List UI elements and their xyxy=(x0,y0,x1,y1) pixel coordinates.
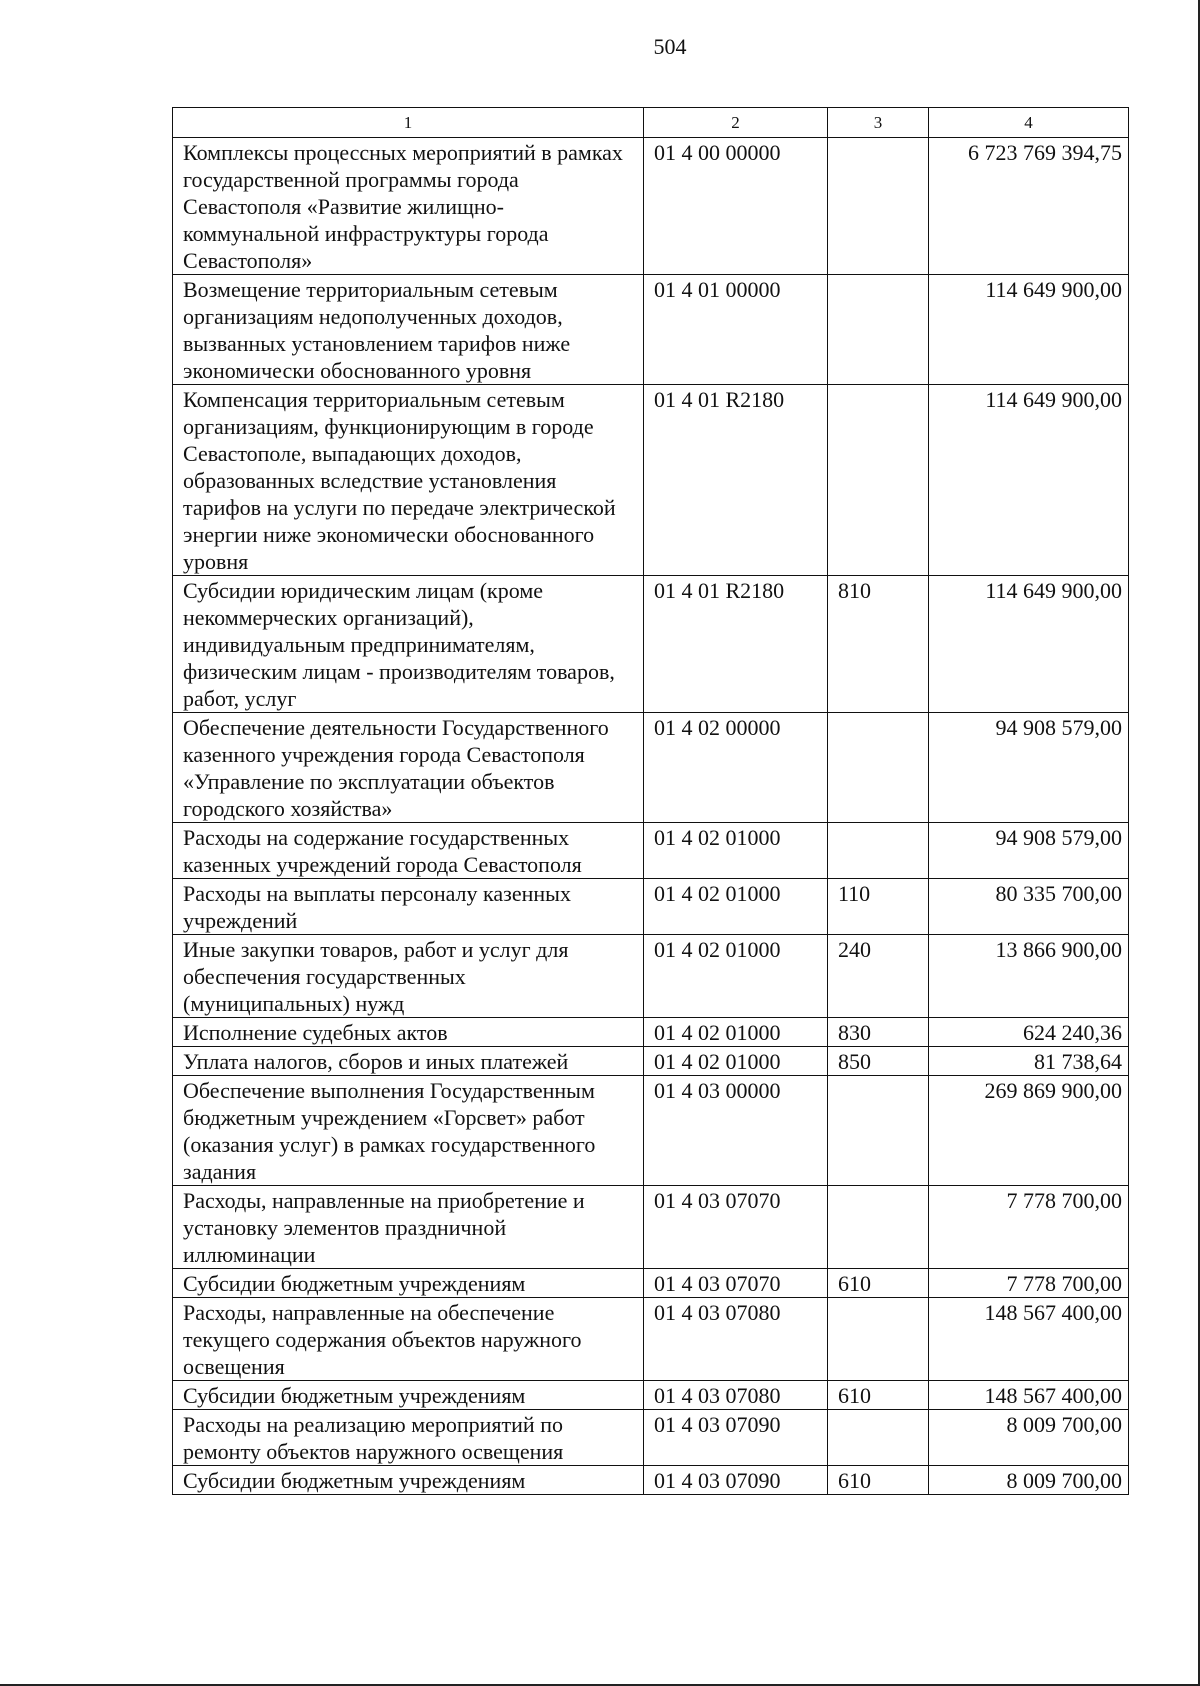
row-code-cell: 01 4 03 07070 xyxy=(644,1269,828,1298)
row-amount-cell: 7 778 700,00 xyxy=(929,1269,1129,1298)
row-code-cell: 01 4 02 00000 xyxy=(644,713,828,823)
row-code-cell: 01 4 03 07090 xyxy=(644,1410,828,1466)
row-code-cell: 01 4 02 01000 xyxy=(644,823,828,879)
row-code-cell: 01 4 03 07080 xyxy=(644,1381,828,1410)
row-expense-type-cell: 610 xyxy=(828,1381,929,1410)
row-amount-cell: 8 009 700,00 xyxy=(929,1410,1129,1466)
row-amount-cell: 114 649 900,00 xyxy=(929,275,1129,385)
row-amount-cell: 114 649 900,00 xyxy=(929,385,1129,576)
row-expense-type-cell xyxy=(828,275,929,385)
row-code-cell: 01 4 02 01000 xyxy=(644,935,828,1018)
row-expense-type-cell xyxy=(828,1186,929,1269)
row-name-cell: Субсидии юридическим лицам (кроме некоммерческих организаций), индивидуальным предпринимателям, физическим лицам - производителям товаров, работ, услуг xyxy=(173,576,644,713)
row-expense-type-cell xyxy=(828,1298,929,1381)
table-row xyxy=(173,879,1129,935)
page-number: 504 xyxy=(653,34,687,59)
row-name-cell: Расходы на содержание государственных казенных учреждений города Севастополя xyxy=(173,823,644,879)
row-name-cell: Иные закупки товаров, работ и услуг для обеспечения государственных (муниципальных) нужд xyxy=(173,935,644,1018)
table-body xyxy=(173,138,1129,1495)
column-header-3: 3 xyxy=(828,108,929,138)
row-expense-type-cell xyxy=(828,713,929,823)
row-name-cell: Субсидии бюджетным учреждениям xyxy=(173,1381,644,1410)
row-code-cell: 01 4 03 00000 xyxy=(644,1076,828,1186)
row-code-cell: 01 4 02 01000 xyxy=(644,1047,828,1076)
row-expense-type-cell: 610 xyxy=(828,1269,929,1298)
row-name-cell: Расходы на выплаты персоналу казенных учреждений xyxy=(173,879,644,935)
row-expense-type-cell xyxy=(828,823,929,879)
table-header-row xyxy=(173,108,1129,138)
row-amount-cell: 94 908 579,00 xyxy=(929,713,1129,823)
row-code-cell: 01 4 03 07070 xyxy=(644,1186,828,1269)
column-header-2: 2 xyxy=(644,108,828,138)
table-row xyxy=(173,138,1129,275)
table-row xyxy=(173,1076,1129,1186)
row-expense-type-cell: 110 xyxy=(828,879,929,935)
row-expense-type-cell xyxy=(828,138,929,275)
row-code-cell: 01 4 03 07090 xyxy=(644,1466,828,1495)
table-row xyxy=(173,823,1129,879)
table-row xyxy=(173,576,1129,713)
row-amount-cell: 80 335 700,00 xyxy=(929,879,1129,935)
row-amount-cell: 624 240,36 xyxy=(929,1018,1129,1047)
row-code-cell: 01 4 01 R2180 xyxy=(644,576,828,713)
row-expense-type-cell: 830 xyxy=(828,1018,929,1047)
table-row xyxy=(173,1269,1129,1298)
budget-table xyxy=(172,107,1129,1495)
row-expense-type-cell xyxy=(828,1076,929,1186)
row-code-cell: 01 4 03 07080 xyxy=(644,1298,828,1381)
row-name-cell: Обеспечение деятельности Государственного казенного учреждения города Севастополя «Управление по эксплуатации объектов городского хозяйства» xyxy=(173,713,644,823)
row-name-cell: Компенсация территориальным сетевым организациям, функционирующим в городе Севастополе, выпадающих доходов, образованных вследствие установления тарифов на услуги по передаче электрической энергии ниже экономически обоснованного уровня xyxy=(173,385,644,576)
row-expense-type-cell: 810 xyxy=(828,576,929,713)
row-name-cell: Субсидии бюджетным учреждениям xyxy=(173,1466,644,1495)
table-row xyxy=(173,1186,1129,1269)
row-expense-type-cell: 610 xyxy=(828,1466,929,1495)
row-name-cell: Комплексы процессных мероприятий в рамках государственной программы города Севастополя «Развитие жилищно-коммунальной инфраструктуры города Севастополя» xyxy=(173,138,644,275)
row-amount-cell: 13 866 900,00 xyxy=(929,935,1129,1018)
table-row xyxy=(173,713,1129,823)
row-name-cell: Расходы, направленные на обеспечение текущего содержания объектов наружного освещения xyxy=(173,1298,644,1381)
column-header-4: 4 xyxy=(929,108,1129,138)
row-name-cell: Субсидии бюджетным учреждениям xyxy=(173,1269,644,1298)
row-expense-type-cell: 850 xyxy=(828,1047,929,1076)
row-amount-cell: 114 649 900,00 xyxy=(929,576,1129,713)
row-amount-cell: 148 567 400,00 xyxy=(929,1381,1129,1410)
row-amount-cell: 94 908 579,00 xyxy=(929,823,1129,879)
row-amount-cell: 8 009 700,00 xyxy=(929,1466,1129,1495)
row-name-cell: Возмещение территориальным сетевым организациям недополученных доходов, вызванных установлением тарифов ниже экономически обоснованного уровня xyxy=(173,275,644,385)
row-code-cell: 01 4 02 01000 xyxy=(644,879,828,935)
row-name-cell: Обеспечение выполнения Государственным бюджетным учреждением «Горсвет» работ (оказания услуг) в рамках государственного задания xyxy=(173,1076,644,1186)
row-amount-cell: 7 778 700,00 xyxy=(929,1186,1129,1269)
row-expense-type-cell xyxy=(828,1410,929,1466)
table-row xyxy=(173,935,1129,1018)
table-row xyxy=(173,385,1129,576)
row-name-cell: Расходы, направленные на приобретение и установку элементов праздничной иллюминации xyxy=(173,1186,644,1269)
row-expense-type-cell xyxy=(828,385,929,576)
row-amount-cell: 269 869 900,00 xyxy=(929,1076,1129,1186)
table-row xyxy=(173,1047,1129,1076)
table-row xyxy=(173,1381,1129,1410)
table-row xyxy=(173,1466,1129,1495)
row-amount-cell: 81 738,64 xyxy=(929,1047,1129,1076)
row-code-cell: 01 4 00 00000 xyxy=(644,138,828,275)
row-code-cell: 01 4 01 00000 xyxy=(644,275,828,385)
row-name-cell: Уплата налогов, сборов и иных платежей xyxy=(173,1047,644,1076)
table-row xyxy=(173,1298,1129,1381)
row-name-cell: Исполнение судебных актов xyxy=(173,1018,644,1047)
row-expense-type-cell: 240 xyxy=(828,935,929,1018)
row-amount-cell: 6 723 769 394,75 xyxy=(929,138,1129,275)
column-header-1: 1 xyxy=(173,108,644,138)
table-row xyxy=(173,1018,1129,1047)
row-name-cell: Расходы на реализацию мероприятий по ремонту объектов наружного освещения xyxy=(173,1410,644,1466)
table-row xyxy=(173,275,1129,385)
row-code-cell: 01 4 01 R2180 xyxy=(644,385,828,576)
table-row xyxy=(173,1410,1129,1466)
row-code-cell: 01 4 02 01000 xyxy=(644,1018,828,1047)
row-amount-cell: 148 567 400,00 xyxy=(929,1298,1129,1381)
